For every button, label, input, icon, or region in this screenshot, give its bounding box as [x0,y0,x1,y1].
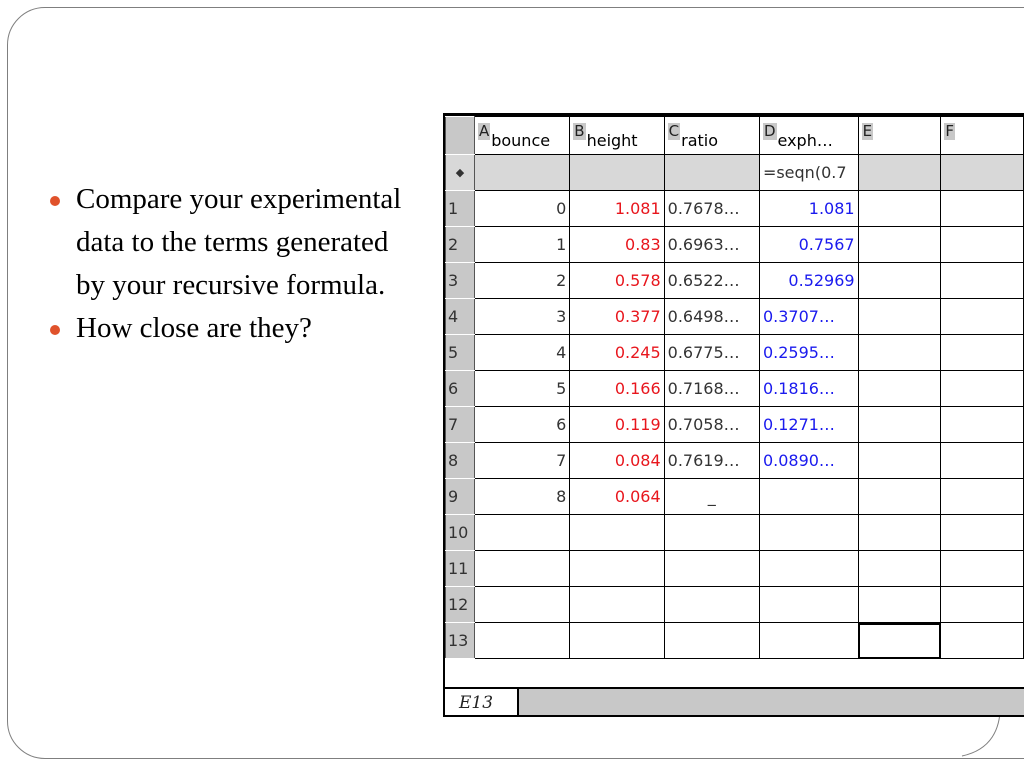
cell-height[interactable]: 0.119 [570,407,664,443]
bullet-dot-icon [50,325,60,335]
row-number[interactable]: 5 [446,335,475,371]
cell-bounce[interactable]: 1 [474,227,569,263]
cell-f[interactable] [941,623,1024,659]
cell-bounce[interactable]: 4 [474,335,569,371]
status-bar [445,687,1024,717]
column-name: height [586,131,638,150]
bullet-dot-icon [50,196,60,206]
cell-bounce[interactable]: 7 [474,443,569,479]
row-number[interactable]: 8 [446,443,475,479]
cell-ratio[interactable]: 0.7168… [664,371,759,407]
cell-e[interactable] [858,587,941,623]
cell-height[interactable]: 0.166 [570,371,664,407]
bullet-text: Compare your experimental data to the terms generated by your recursive formula. [76,183,402,301]
cell-e[interactable] [858,263,941,299]
cell-bounce[interactable] [474,623,569,659]
table-row [446,623,1024,659]
cell-exph[interactable]: 0.52969 [759,263,858,299]
column-header-b[interactable] [570,117,664,155]
cell-exph[interactable] [759,515,858,551]
cell-f[interactable] [941,407,1024,443]
formula-cell-c[interactable] [664,155,759,191]
cell-e[interactable] [858,335,941,371]
cell-height[interactable]: 0.084 [570,443,664,479]
table-row [446,371,1024,407]
cell-e[interactable] [858,227,941,263]
table-row [446,299,1024,335]
row-number[interactable]: 11 [446,551,475,587]
table-row [446,479,1024,515]
spreadsheet [443,113,1024,717]
table-row [446,191,1024,227]
cell-e[interactable] [858,443,941,479]
cell-bounce[interactable]: 8 [474,479,569,515]
cell-bounce[interactable]: 0 [474,191,569,227]
row-number[interactable]: 4 [446,299,475,335]
row-number[interactable]: 2 [446,227,475,263]
cell-e[interactable] [858,407,941,443]
formula-row-marker[interactable]: ◆ [446,155,475,191]
selected-cell-indicator: E13 [445,689,519,717]
column-header-d[interactable] [759,117,858,155]
table-row [446,551,1024,587]
cell-bounce[interactable]: 5 [474,371,569,407]
cell-f[interactable] [941,191,1024,227]
column-letter: A [478,122,490,140]
cell-e[interactable] [858,299,941,335]
spreadsheet-grid [445,116,1024,659]
cell-f[interactable] [941,515,1024,551]
row-number[interactable]: 7 [446,407,475,443]
cell-f[interactable] [941,299,1024,335]
cell-height[interactable] [570,515,664,551]
cell-height[interactable]: 0.578 [570,263,664,299]
cell-f[interactable] [941,443,1024,479]
formula-cell-e[interactable] [858,155,941,191]
bullet-item [48,178,408,307]
corner-cell[interactable] [446,117,475,155]
cell-exph[interactable]: 0.7567 [759,227,858,263]
cell-height[interactable]: 0.064 [570,479,664,515]
row-number[interactable]: 12 [446,587,475,623]
cell-ratio[interactable]: 0.6775… [664,335,759,371]
column-header-row [446,117,1024,155]
cell-ratio[interactable] [664,623,759,659]
cell-f[interactable] [941,587,1024,623]
row-number[interactable]: 6 [446,371,475,407]
cell-e[interactable] [858,515,941,551]
column-header-e[interactable] [858,117,941,155]
cell-ratio[interactable]: 0.6522… [664,263,759,299]
table-row [446,407,1024,443]
column-header-f[interactable] [941,117,1024,155]
cell-exph[interactable] [759,479,858,515]
column-name: ratio [681,131,719,150]
cell-height[interactable]: 0.83 [570,227,664,263]
cell-ratio[interactable]: 0.6963… [664,227,759,263]
cell-f[interactable] [941,551,1024,587]
cell-height[interactable] [570,551,664,587]
cell-exph[interactable] [759,551,858,587]
cell-ratio[interactable]: 0.7619… [664,443,759,479]
cell-ratio[interactable] [664,515,759,551]
cell-height[interactable]: 0.377 [570,299,664,335]
bullet-list [48,178,408,350]
column-letter: F [945,122,954,140]
cell-f[interactable] [941,479,1024,515]
column-name: exph… [777,131,833,150]
column-letter: B [574,122,585,140]
cell-exph[interactable]: 0.2595… [759,335,858,371]
formula-row [446,155,1024,191]
table-row [446,335,1024,371]
cell-exph[interactable]: 0.1816… [759,371,858,407]
cell-e[interactable] [858,551,941,587]
cell-height[interactable] [570,623,664,659]
cell-exph[interactable] [759,587,858,623]
row-number[interactable]: 9 [446,479,475,515]
cell-bounce[interactable]: 3 [474,299,569,335]
cell-bounce[interactable]: 6 [474,407,569,443]
cell-e[interactable] [858,623,941,659]
formula-cell-a[interactable] [474,155,569,191]
cell-ratio[interactable] [664,587,759,623]
cell-e[interactable] [858,371,941,407]
cell-height[interactable] [570,587,664,623]
cell-f[interactable] [941,371,1024,407]
cell-f[interactable] [941,263,1024,299]
cell-exph[interactable] [759,623,858,659]
column-letter: D [763,122,776,140]
cell-bounce[interactable] [474,515,569,551]
cell-exph[interactable]: 0.0890… [759,443,858,479]
table-row [446,515,1024,551]
cell-ratio[interactable]: 0.6498… [664,299,759,335]
cell-height[interactable]: 1.081 [570,191,664,227]
formula-cell-d[interactable]: =seqn(0.7 [759,155,858,191]
cell-e[interactable] [858,191,941,227]
table-row [446,227,1024,263]
cell-exph[interactable]: 1.081 [759,191,858,227]
bullet-text: How close are they? [76,312,312,344]
cell-bounce[interactable] [474,587,569,623]
formula-cell-b[interactable] [570,155,664,191]
cell-exph[interactable]: 0.3707… [759,299,858,335]
column-name: bounce [491,131,551,150]
cell-height[interactable]: 0.245 [570,335,664,371]
row-number[interactable]: 3 [446,263,475,299]
cell-ratio[interactable]: 0.7678… [664,191,759,227]
row-number[interactable]: 1 [446,191,475,227]
cell-f[interactable] [941,227,1024,263]
cell-e[interactable] [858,479,941,515]
formula-cell-f[interactable] [941,155,1024,191]
table-row [446,263,1024,299]
cell-ratio[interactable]: 0.7058… [664,407,759,443]
cell-f[interactable] [941,335,1024,371]
row-number[interactable]: 10 [446,515,475,551]
column-letter: E [862,122,873,140]
cell-bounce[interactable] [474,551,569,587]
cell-ratio[interactable] [664,551,759,587]
column-header-c[interactable] [664,117,759,155]
cell-bounce[interactable]: 2 [474,263,569,299]
bullet-item [48,307,408,350]
cell-ratio[interactable]: _ [664,479,759,515]
column-header-a[interactable] [474,117,569,155]
cell-exph[interactable]: 0.1271… [759,407,858,443]
column-letter: C [668,122,680,140]
table-row [446,443,1024,479]
row-number[interactable]: 13 [446,623,475,659]
table-row [446,587,1024,623]
